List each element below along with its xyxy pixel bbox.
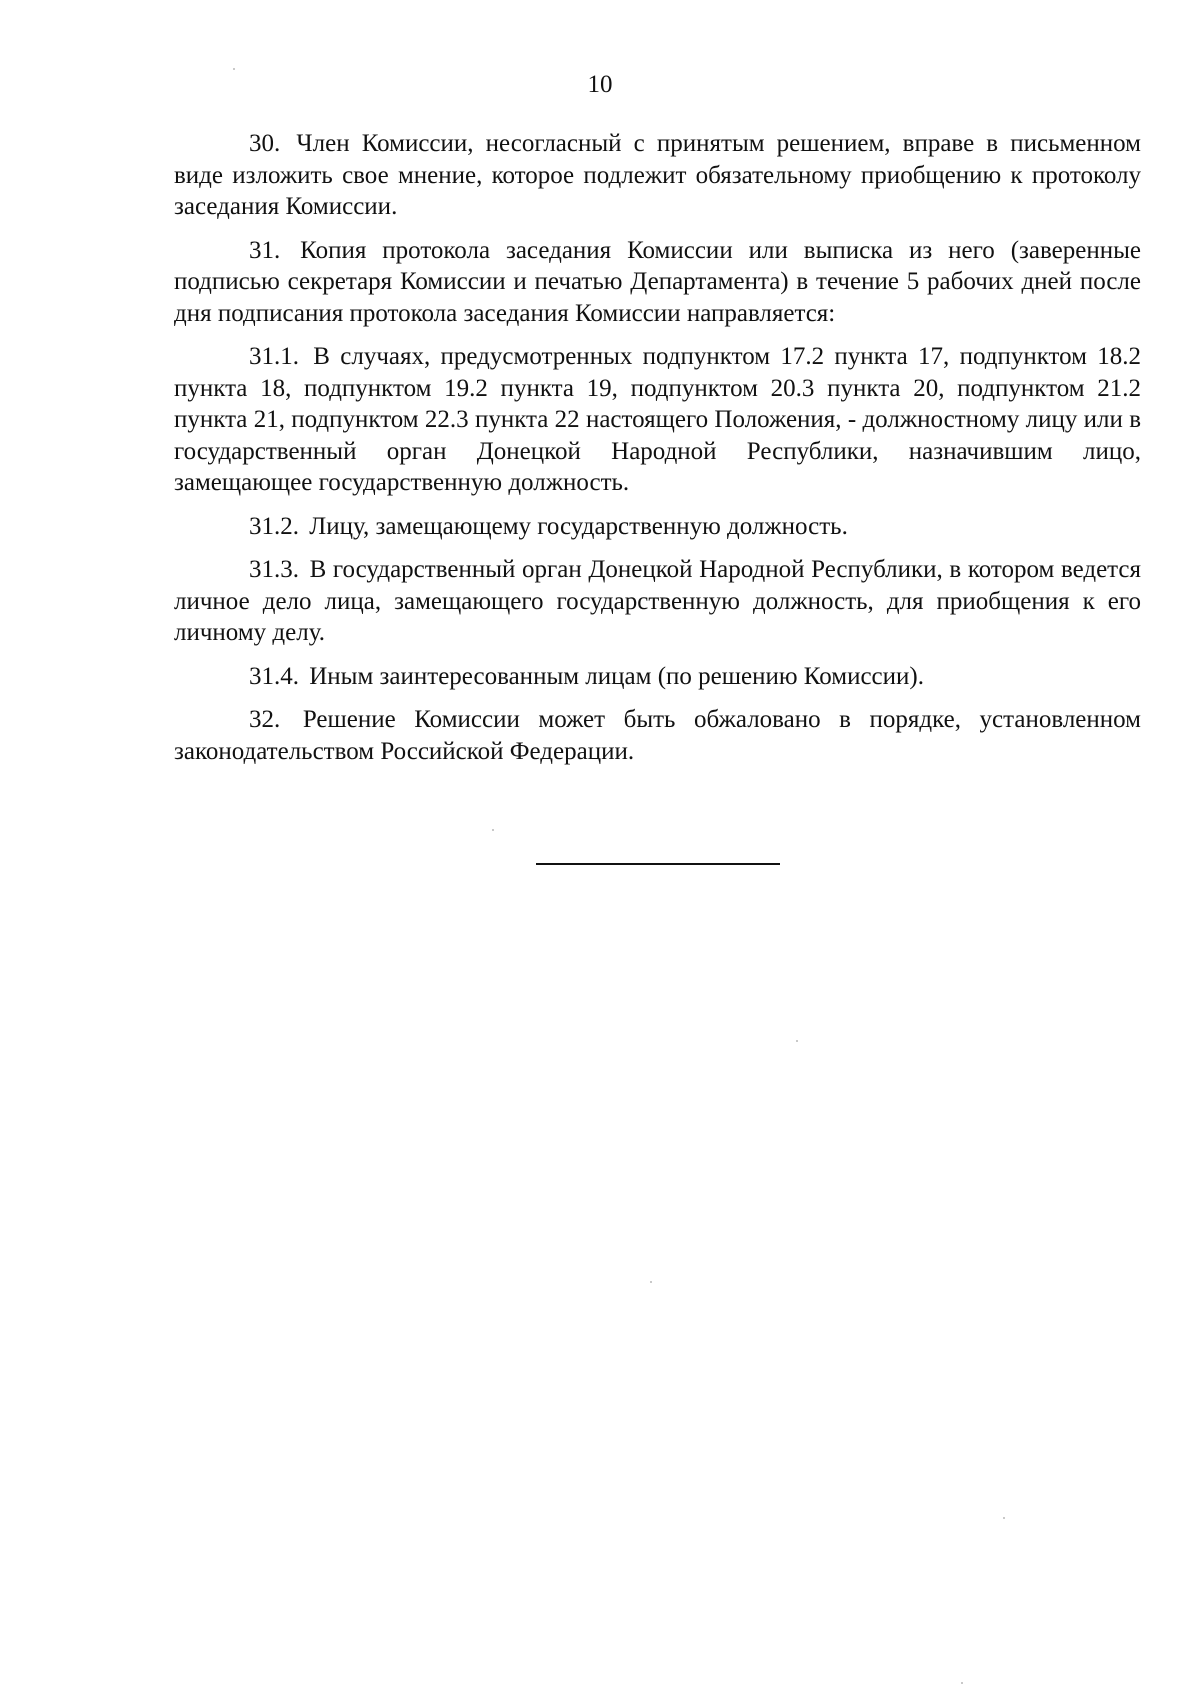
scan-speck	[961, 1682, 963, 1684]
paragraph-number: 30.	[249, 130, 281, 157]
scan-speck	[492, 829, 494, 831]
paragraph-number: 31.2.	[249, 512, 299, 540]
paragraph-text: Член Комиссии, несогласный с принятым решением, вправе в письменном виде изложить свое мнение, которое подлежит обязательному приобщению к протоколу заседания Комиссии.	[174, 130, 1141, 220]
paragraph-30	[174, 128, 1141, 223]
paragraph-31-4	[174, 661, 1141, 693]
document-body	[174, 128, 1141, 779]
paragraph-number: 31.3.	[249, 556, 299, 583]
scan-speck	[233, 68, 235, 70]
paragraph-32	[174, 704, 1141, 767]
paragraph-text: В случаях, предусмотренных подпунктом 17.2 пункта 17, подпунктом 18.2 пункта 18, подпунктом 19.2 пункта 19, подпунктом 20.3 пункта 20, подпунктом 21.2 пункта 21, подпунктом 22.3 пункта 22 настоящего Положения, - должностному лицу или в государственный орган Донецкой Народной Республики, назначившим лицо, замещающее государственную должность.	[174, 343, 1142, 496]
paragraph-31-1	[174, 341, 1141, 499]
paragraph-31-3	[174, 554, 1141, 649]
paragraph-number: 31.1.	[249, 343, 299, 370]
paragraph-number: 31.	[249, 236, 281, 264]
scan-speck	[1003, 1517, 1005, 1519]
paragraph-31	[174, 235, 1141, 330]
scan-speck	[796, 1040, 798, 1042]
scan-speck	[650, 1281, 652, 1283]
end-of-text-rule	[536, 863, 780, 865]
paragraph-number: 32.	[249, 706, 281, 733]
paragraph-text: Иным заинтересованным лицам (по решению Комиссии).	[309, 662, 924, 690]
page-number: 10	[587, 71, 613, 98]
paragraph-text: Решение Комиссии может быть обжаловано в порядке, установленном законодательством Российской Федерации.	[174, 706, 1141, 765]
paragraph-text: В государственный орган Донецкой Народной Республики, в котором ведется личное дело лица, замещающего государственную должность, для приобщения к его личному делу.	[174, 556, 1142, 646]
paragraph-text: Лицу, замещающему государственную должность.	[309, 512, 848, 540]
paragraph-text: Копия протокола заседания Комиссии или выписка из него (заверенные подписью секретаря Комиссии и печатью Департамента) в течение 5 рабочих дней после дня подписания протокола заседания Комиссии направляется:	[174, 236, 1141, 327]
paragraph-31-2	[174, 511, 1141, 543]
paragraph-number: 31.4.	[249, 662, 299, 690]
